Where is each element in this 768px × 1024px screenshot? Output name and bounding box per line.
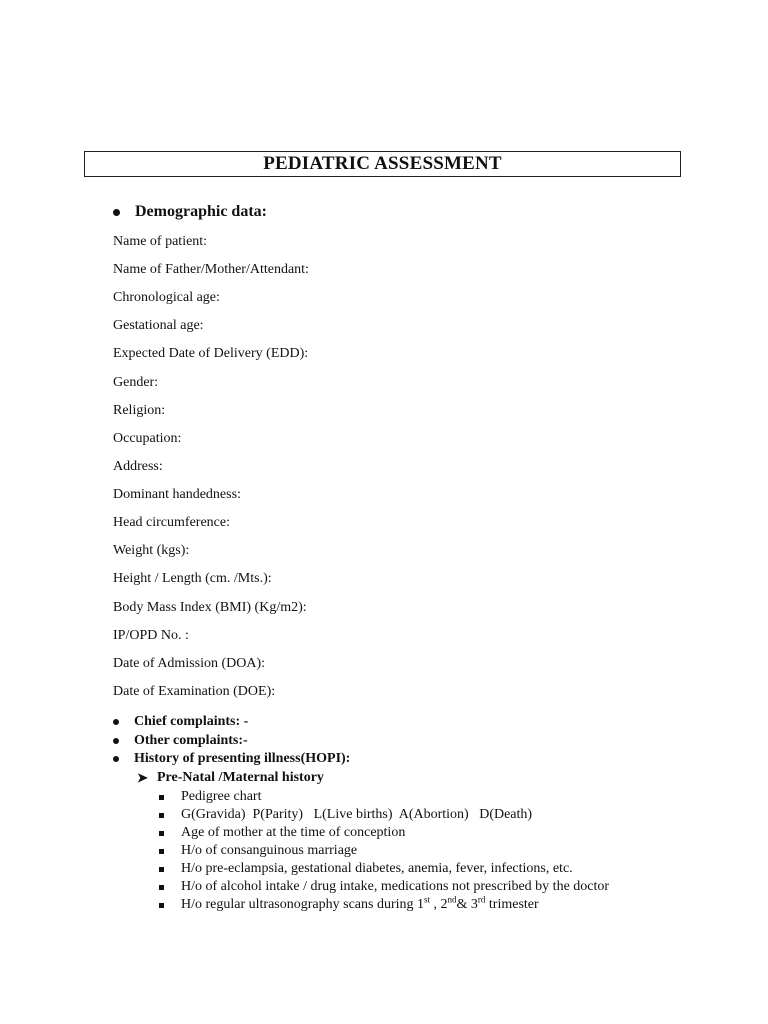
prenatal-item-text: H/o of consanguinous marriage (181, 843, 358, 858)
other-complaints-label: Other complaints: (134, 733, 244, 748)
page-title: PEDIATRIC ASSESSMENT (263, 153, 502, 174)
field-parent-attendant: Name of Father/Mother/Attendant: (113, 262, 309, 277)
prenatal-item-text: Pedigree chart (181, 789, 262, 804)
prenatal-item (159, 879, 609, 895)
square-bullet-icon (159, 885, 164, 890)
square-bullet-icon (159, 795, 164, 800)
field-height-length: Height / Length (cm. /Mts.): (113, 571, 272, 586)
bullet-icon (113, 738, 119, 744)
title-box (84, 151, 681, 177)
field-bmi: Body Mass Index (BMI) (Kg/m2): (113, 600, 307, 615)
field-date-of-admission: Date of Admission (DOA): (113, 656, 266, 671)
chief-complaints-dash: - (240, 714, 249, 729)
chief-complaints-item (113, 714, 248, 730)
prenatal-item-text: G(Gravida) P(Parity) L(Live births) A(Abortion) D(Death) (181, 807, 533, 822)
field-gestational-age: Gestational age: (113, 318, 204, 333)
prenatal-item-text: Age of mother at the time of conception (181, 825, 406, 840)
other-complaints-item (113, 733, 248, 749)
bullet-icon (113, 756, 119, 762)
prenatal-heading (137, 770, 324, 786)
prenatal-item (159, 825, 405, 841)
square-bullet-icon (159, 849, 164, 854)
prenatal-item (159, 843, 357, 859)
other-complaints-dash: - (243, 733, 248, 748)
field-religion: Religion: (113, 403, 166, 418)
arrow-bullet-icon: ➤ (137, 770, 148, 785)
demographic-heading-text: Demographic data: (135, 203, 267, 220)
field-weight: Weight (kgs): (113, 543, 190, 558)
square-bullet-icon (159, 903, 164, 908)
ultrasound-item-text: H/o regular ultrasonography scans during 1st , 2nd& 3rd trimester (181, 894, 539, 912)
prenatal-item (159, 861, 573, 877)
field-chronological-age: Chronological age: (113, 290, 220, 305)
prenatal-item (159, 807, 532, 823)
chief-complaints-label: Chief complaints: (134, 714, 241, 729)
demographic-heading (113, 203, 267, 221)
hopi-label: History of presenting illness(HOPI): (134, 751, 351, 766)
square-bullet-icon (159, 831, 164, 836)
field-edd: Expected Date of Delivery (EDD): (113, 346, 309, 361)
field-address: Address: (113, 459, 163, 474)
field-date-of-examination: Date of Examination (DOE): (113, 684, 276, 699)
field-head-circumference: Head circumference: (113, 515, 230, 530)
prenatal-item-text: H/o pre-eclampsia, gestational diabetes, anemia, fever, infections, etc. (181, 861, 573, 876)
hopi-item (113, 751, 350, 767)
prenatal-heading-text: Pre-Natal /Maternal history (157, 770, 324, 785)
field-name-of-patient: Name of patient: (113, 234, 208, 249)
square-bullet-icon (159, 813, 164, 818)
bullet-icon (113, 719, 119, 725)
field-dominant-handedness: Dominant handedness: (113, 487, 241, 502)
field-ip-opd-no: IP/OPD No. : (113, 628, 189, 643)
field-occupation: Occupation: (113, 431, 182, 446)
prenatal-item-text: H/o of alcohol intake / drug intake, medications not prescribed by the doctor (181, 879, 610, 894)
field-gender: Gender: (113, 375, 159, 390)
square-bullet-icon (159, 867, 164, 872)
prenatal-item (159, 894, 539, 913)
prenatal-item (159, 789, 261, 805)
bullet-icon (113, 209, 120, 216)
